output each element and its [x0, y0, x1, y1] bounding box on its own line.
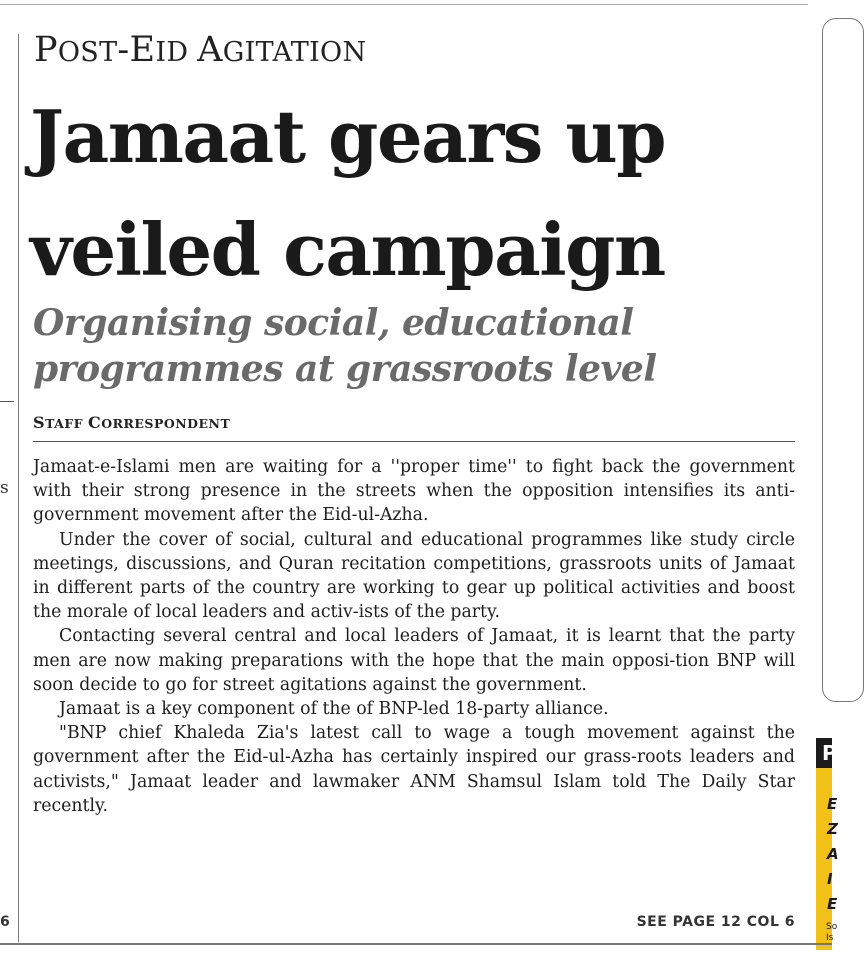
kicker-cap: E [129, 30, 156, 70]
kicker-text: - [117, 30, 130, 70]
headline [30, 80, 800, 306]
byline-text: ORRESPONDENT [101, 416, 231, 431]
subheadline [33, 300, 803, 392]
column-rule-left [18, 34, 19, 942]
jump-line: SEE PAGE 12 COL 6 [636, 914, 795, 930]
adjacent-panel-line: Z [827, 820, 838, 838]
kicker-text: OST [57, 37, 118, 68]
byline-rule [33, 441, 795, 442]
headline-line: veiled campaign [30, 207, 665, 292]
subheadline-line: programmes at grassroots level [33, 348, 657, 390]
bottom-rule [0, 943, 832, 945]
left-column-tick [0, 401, 14, 402]
byline [33, 413, 230, 432]
kicker-text: GITATION [222, 37, 367, 68]
adjacent-panel-line: E [827, 895, 838, 913]
kicker [34, 30, 366, 73]
headline-line: Jamaat gears up [30, 94, 666, 179]
left-column-fragment: s [0, 478, 9, 498]
kicker-cap: P [34, 30, 58, 70]
adjacent-panel-line: E [827, 795, 838, 813]
top-rule [0, 4, 808, 5]
left-column-page-fragment: 6 [0, 914, 10, 930]
byline-text: S [33, 413, 46, 432]
body-paragraph: Jamaat-e-Islami men are waiting for a ''proper time'' to fight back the government with their strong presence in the streets when the opposition intensifies its anti-government movement after the Eid-ul-Azha. [33, 457, 795, 526]
body-paragraph: Under the cover of social, cultural and educational programmes like study circle meetings, discussions, and Quran recitation competitions, grassroots units of Jamaat in different parts of the country are working to gear up political activities and boost the morale of local leaders and activ-ists of the party. [33, 529, 795, 623]
kicker-cap: A [197, 30, 223, 70]
byline-text: TAFF [45, 416, 88, 431]
subheadline-line: Organising social, educational [33, 302, 634, 344]
byline-text: C [87, 413, 102, 432]
adjacent-box [822, 18, 864, 702]
adjacent-panel-small: So [826, 922, 838, 932]
adjacent-panel-line: I [827, 870, 833, 888]
kicker-text: ID [155, 37, 198, 68]
adjacent-panel-header: P [816, 738, 832, 768]
article-body [33, 455, 795, 818]
body-paragraph: "BNP chief Khaleda Zia's latest call to wage a tough movement against the government after the Eid-ul-Azha has certainly inspired our grass-roots leaders and activists," Jamaat leader and lawmaker ANM Shamsul Islam told The Daily Star recently. [33, 723, 795, 816]
adjacent-panel-line: A [827, 845, 839, 863]
body-paragraph: Contacting several central and local leaders of Jamaat, it is learnt that the party men are now making preparations with the hope that the main opposi-tion BNP will soon decide to go for street agitations against the government. [33, 626, 795, 695]
adjacent-panel-small: Is [826, 933, 834, 943]
body-paragraph: Jamaat is a key component of the of BNP-led 18-party alliance. [59, 699, 609, 720]
adjacent-yellow-panel [816, 738, 832, 950]
